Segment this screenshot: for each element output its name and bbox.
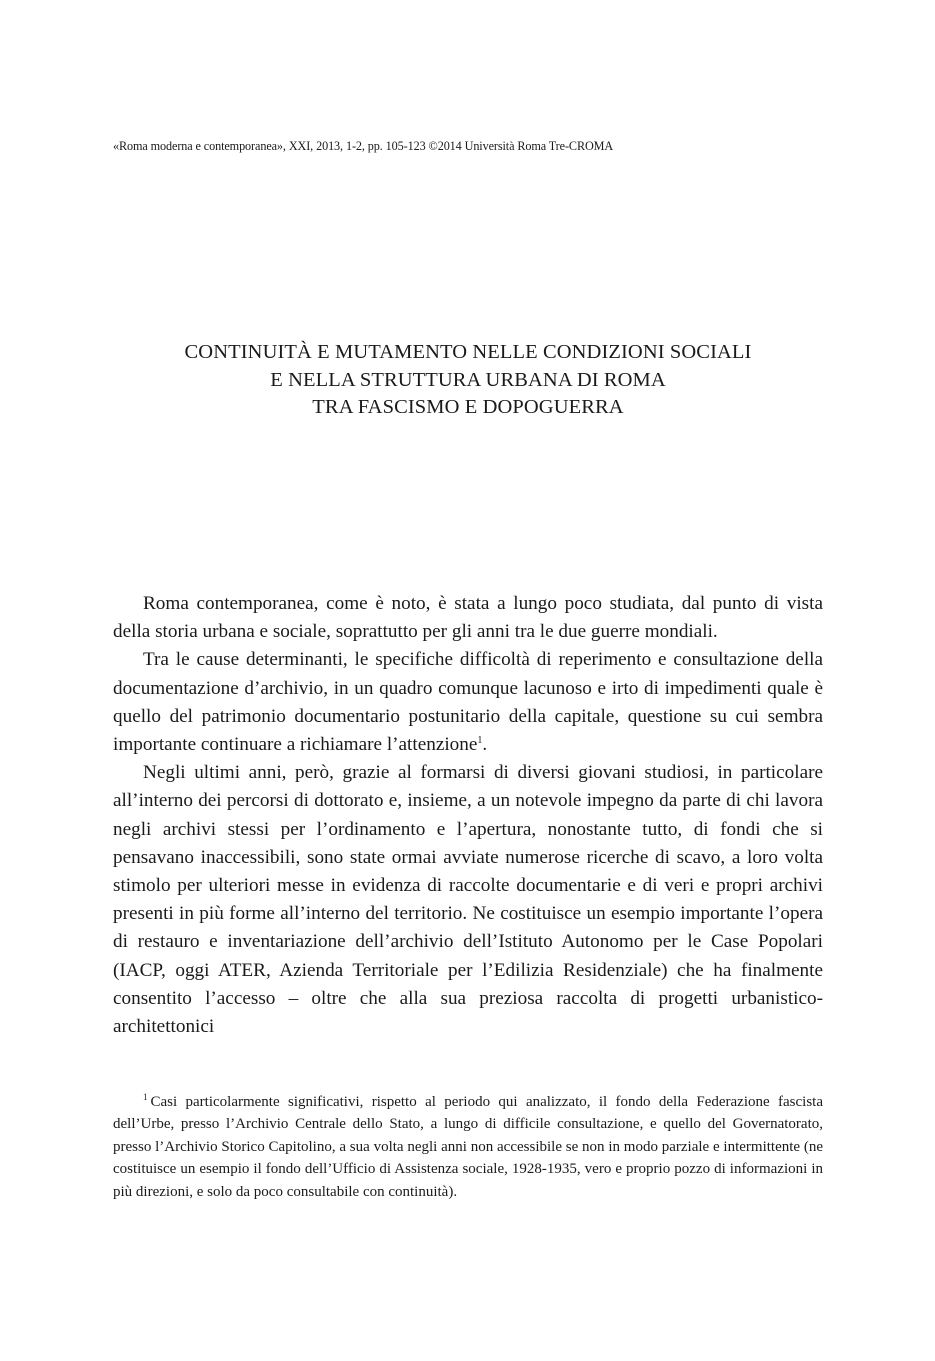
body-paragraph: [113, 759, 823, 1041]
paragraph-tail: .: [482, 734, 488, 756]
footnote-reference[interactable]: 1: [477, 735, 483, 747]
title-line: TRA FASCISMO E DOPOGUERRA: [312, 396, 624, 418]
footnote-text: Casi particolarmente significativi, rispetto al periodo qui analizzato, il fondo della Federazione fascista dell’Urbe, presso l’Archivio Centrale dello Stato, a lungo di difficile consultazione, e quello del Governatorato, presso l’Archivio Storico Capitolino, a sua volta negli anni non accessibile se non in modo parziale e intermittente (ne costituisce un esempio il fondo dell’Ufficio di Assistenza sociale, 1928-1935, vero e proprio pozzo di informazioni in più direzioni, e solo da poco consultabile con continuità).: [113, 1094, 823, 1200]
footnote: [113, 1091, 823, 1203]
running-head: «Roma moderna e contemporanea», XXI, 2013, 1-2, pp. 105-123 ©2014 Università Roma Tre-CROMA: [113, 139, 614, 153]
title-line: CONTINUITÀ E MUTAMENTO NELLE CONDIZIONI SOCIALI: [184, 341, 752, 363]
body-paragraph: [113, 590, 823, 646]
paragraph-text: Negli ultimi anni, però, grazie al formarsi di diversi giovani studiosi, in particolare all’interno dei percorsi di dottorato e, insieme, a un notevole impegno da parte di chi lavora negli archivi stessi per l’ordinamento e l’apertura, nonostante tutto, di fondi che si pensavano inaccessibili, sono state ormai avviate numerose ricerche di scavo, a loro volta stimolo per ulteriori messe in evidenza di raccolte documentarie e di veri e propri archivi presenti in più forme all’interno del territorio. Ne costituisce un esempio importante l’opera di restauro e inventariazione dell’archivio dell’Istituto Autonomo per le Case Popolari (IACP, oggi ATER, Azienda Territoriale per l’Edilizia Residenziale) che ha finalmente consentito l’accesso – oltre che alla sua preziosa raccolta di progetti urbanistico-architettonici: [113, 762, 823, 1038]
paragraph-text: Tra le cause determinanti, le specifiche difficoltà di reperimento e consultazione della documentazione d’archivio, in un quadro comunque lacunoso e irto di impedimenti quale è quello del patrimonio documentario postunitario della capitale, questione su cui sembra importante continuare a richiamare l’attenzione: [113, 649, 823, 756]
paragraph-text: Roma contemporanea, come è noto, è stata a lungo poco studiata, dal punto di vista della storia urbana e sociale, soprattutto per gli anni tra le due guerre mondiali.: [113, 593, 823, 643]
article-title: [100, 339, 836, 422]
footnote-mark: 1: [143, 1092, 148, 1102]
title-line: E NELLA STRUTTURA URBANA DI ROMA: [270, 368, 666, 391]
body-paragraph: [113, 646, 823, 759]
article-body: [113, 590, 823, 1041]
